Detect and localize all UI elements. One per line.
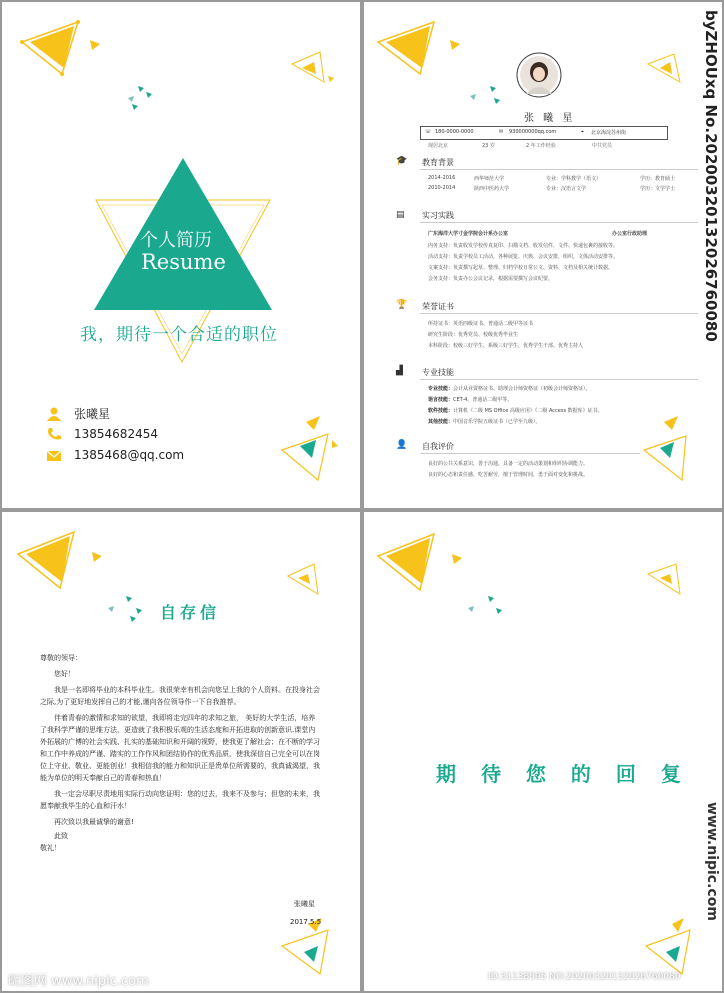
internship-title: 实习实践 [422, 211, 454, 220]
letter-line-10: 愿奉献我毕生的心血和汗水！ [40, 802, 131, 810]
honors-divider [420, 313, 698, 314]
id-watermark: ID:31138595 NO:20200320132026760080 [488, 972, 681, 982]
info-email: 930000000qq.com [509, 129, 557, 135]
honors-line-2: 研究生阶段：优秀党员、校级优秀毕业生 [428, 332, 519, 338]
letter-line-8: 能为单位的明天奉献自己的青春和热血！ [40, 774, 166, 782]
letter-line-9: 我一定会尽职尽责地用实际行动向您证明：您的过去，我来不及参与；但您的未来，我 [54, 790, 320, 798]
mail-icon: ✉ [499, 129, 504, 135]
info-phone: 180-0000-0000 [435, 129, 474, 135]
phone-icon [46, 427, 62, 441]
vertical-watermark: byZHOUxq No.20200320132026760080 [702, 10, 720, 342]
book-icon: ▤ [396, 210, 405, 220]
skills-line-2 [428, 396, 512, 403]
edu-row-1-degree: 学历：教育硕士 [640, 176, 676, 182]
skills-text-1: 会计从业资格证书、助理会计师资格证（初级会计师资格证）。 [453, 386, 591, 392]
contact-phone: 13854682454 [74, 427, 158, 441]
avatar [516, 52, 562, 98]
cover-page [2, 2, 360, 508]
info-address: 北京海淀苏州街 [591, 130, 627, 136]
skills-label-4: 其他技能： [428, 419, 454, 425]
internship-divider [420, 222, 698, 223]
skills-label-1: 专业技能： [428, 386, 454, 392]
edu-row-2-degree: 学历：文学学士 [640, 186, 676, 192]
honors-title: 荣誉证书 [422, 302, 454, 311]
internship-line-1: 内务支持：负责收发学校传真复印、扫描文档、收发信件、文件、快递包裹的接收等。 [428, 243, 619, 249]
closing-page [364, 512, 722, 991]
education-title: 教育背景 [422, 158, 454, 167]
edu-row-1-years: 2014-2016 [428, 175, 456, 181]
subinfo-party: 中共党员 [592, 143, 613, 149]
user-icon [46, 407, 62, 421]
person-icon: 👤 [396, 440, 408, 450]
contact-name-row [46, 405, 110, 422]
skills-label-2: 语言技能： [428, 397, 454, 403]
subinfo-experience: 2 年工作经验 [526, 143, 556, 149]
info-bar [420, 126, 668, 140]
bar-chart-icon: ▟ [396, 366, 403, 376]
skills-line-1 [428, 385, 591, 392]
letter-line-1: 我是一名即将毕业的本科毕业生。我很荣幸有机会向您呈上我的个人资料。在投身社会 [54, 686, 320, 694]
education-divider [420, 169, 698, 170]
letter-line-5: 外拓展的广博的社会实践、扎实的基础知识和开阔的视野，使我更了解社会；在不断的学习 [40, 738, 320, 746]
letter-signature: 张曦星 [294, 900, 315, 908]
cover-title-en: Resume [141, 250, 226, 274]
subinfo-age: 23 岁 [482, 143, 495, 149]
trophy-icon: 🏆 [396, 300, 408, 310]
letter-page [2, 512, 360, 991]
contact-email: 1385468@qq.com [74, 448, 185, 462]
edu-row-2-school: 陕西中医药大学 [474, 186, 510, 192]
letter-line-6: 和工作中养成的严谨、踏实的工作作风和团结协作的优秀品质，使我深信自己完全可以在岗 [40, 750, 320, 758]
edu-row-1-school: 西华师范大学 [474, 176, 505, 182]
phone-icon: ☏ [425, 129, 432, 135]
internship-line-2: 活动支持：负责学校员工活动，各种展览、庆典、会议安排，组织，文体活动安排等。 [428, 254, 619, 260]
closing-text: 期 待 您 的 回 复 [436, 762, 690, 786]
self-eval-title: 自我评价 [422, 442, 454, 451]
letter-greeting: 尊敬的领导： [40, 654, 82, 662]
graduation-cap-icon: 🎓 [396, 156, 408, 166]
location-icon: ⌖ [581, 129, 584, 135]
internship-role: 办公室行政助理 [612, 231, 648, 237]
honors-line-3: 本科阶段：校级三好学生、系级三好学生、优秀学生干部、优秀主持人 [428, 343, 584, 349]
vertical-site-watermark: www.nipic.com [704, 802, 720, 921]
contact-email-row [46, 448, 184, 462]
letter-date: 2017.5.5 [290, 918, 322, 926]
letter-line-12: 此致 [54, 832, 68, 840]
letter-line-3: 伴着青春的激情和求知的欲望，我即将走完四年的求知之旅， 美好的大学生活，培养 [54, 714, 316, 722]
letter-line-2: 之际,为了更好地发挥自己的才能,谨向各位领导作一下自我推荐。 [40, 698, 241, 706]
resume-name: 张 曦 星 [524, 113, 576, 124]
skills-text-3: 计算机《二级 MS Office 高级应用》《二级 Access 数据库》证书。 [453, 408, 603, 414]
letter-title: 自存信 [160, 603, 221, 622]
honors-line-1: 所持证书：英语四级证书、普通话二级甲等证书 [428, 321, 534, 327]
contact-phone-row [46, 427, 158, 441]
edu-row-2-major: 专业：汉语言文学 [546, 186, 587, 192]
letter-line-13: 敬礼！ [40, 844, 61, 852]
skills-title: 专业技能 [422, 368, 454, 377]
letter-line-11: 再次致以我最诚挚的谢意! [54, 818, 134, 826]
letter-hello: 您好！ [54, 670, 75, 678]
letter-line-7: 位上守业、敬业、更能创业！我相信我的能力和知识正是贵单位所需要的，我真诚渴望，我 [40, 762, 320, 770]
skills-text-2: CET-4、普通话二级甲等。 [453, 397, 513, 403]
skills-text-4: 中国音乐学院五级证书（已学至九级）。 [453, 419, 541, 425]
self-eval-line-1: 良好的公共关系意识，善于沟通，具备一定的活动策划和组织协调能力。 [428, 461, 589, 467]
internship-line-3: 文案支持：负责撰写起草、整理、归档学校日常公文、资料、文档及相关统计数据。 [428, 265, 614, 271]
closing-decorations [364, 512, 722, 991]
internship-org: 广东海洋大学寸金学院会计系办公室 [428, 231, 509, 237]
resume-page [364, 2, 722, 508]
cover-slogan: 我，期待一个合适的职位 [80, 325, 278, 345]
cover-title-cn: 个人简历 [140, 230, 212, 251]
skills-line-4 [428, 418, 541, 425]
self-eval-divider [420, 453, 640, 454]
letter-line-4: 了我科学严谨的思维方法，更造就了我积极乐观的生活态度和开拓进取的创新意识.课堂内 [40, 726, 316, 734]
skills-line-3 [428, 407, 603, 414]
contact-name: 张曦星 [74, 407, 111, 421]
skills-label-3: 软件技能： [428, 408, 454, 414]
skills-divider [420, 379, 698, 380]
internship-line-4: 会务支持：负责办公会议记录，根据需要撰写会议纪要。 [428, 276, 554, 282]
site-watermark: 昵图网 www.nipic.com [8, 974, 149, 989]
subinfo-city: 现居北京 [428, 143, 449, 149]
mail-icon [46, 448, 62, 462]
edu-row-1-major: 专业：学科教学（语文） [546, 176, 602, 182]
self-eval-line-2: 良好的心态和责任感，吃苦耐劳，擅于管理时间，勇于面对变化和挑战。 [428, 472, 589, 478]
edu-row-2-years: 2010-2014 [428, 185, 456, 191]
